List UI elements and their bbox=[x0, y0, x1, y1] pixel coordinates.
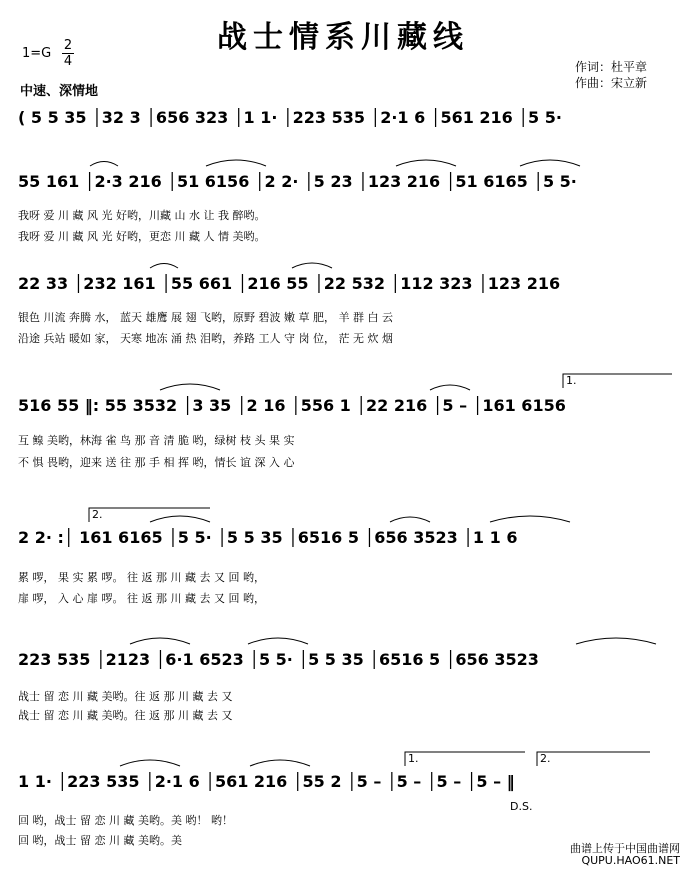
lyric-line-7a: 回 哟，战士 留 恋 川 藏 美哟。美 哟！ 哟！ bbox=[18, 814, 233, 827]
tie bbox=[120, 760, 180, 766]
lyric-line-4b: 不 惧 畏哟，迎来 送 往 那 手 相 挥 哟，情长 谊 深 入 心 bbox=[18, 456, 295, 469]
volta-1-bracket-end bbox=[405, 752, 525, 766]
page-title: 战士情系川藏线 bbox=[217, 20, 469, 55]
footer-line-1: 曲谱上传于中国曲谱网 bbox=[570, 842, 680, 855]
lyric-line-5a: 累 啰， 果 实 累 啰。 往 返 那 川 藏 去 又 回 哟， bbox=[18, 571, 265, 584]
tie bbox=[292, 263, 332, 268]
tie bbox=[250, 760, 310, 766]
footer-credit bbox=[570, 843, 680, 867]
tie bbox=[206, 160, 266, 166]
tempo-marking: 中速、深情地 bbox=[20, 84, 99, 99]
tie bbox=[396, 160, 456, 166]
lyric-line-6a: 战士 留 恋 川 藏 美哟。往 返 那 川 藏 去 又 bbox=[18, 690, 233, 703]
tie bbox=[576, 638, 656, 644]
volta-2-label-end: 2. bbox=[540, 752, 551, 765]
lyricist: 作词：杜平章 bbox=[575, 60, 648, 74]
time-top: 2 bbox=[63, 38, 73, 53]
score-line-5: 2 2· :│ 161 6165 │5 5· │5 5 35 │6516 5 │656 3523 │1 1 6 bbox=[18, 528, 518, 547]
tie bbox=[150, 516, 210, 522]
lyric-line-3b: 沿途 兵站 暖如 家， 天寒 地冻 涌 热 泪哟，养路 工人 守 岗 位， 茫 无 炊 烟 bbox=[18, 332, 393, 345]
score-line-2: 55 161 │2·3 216 │51 6156 │2 2· │5 23 │123 216 │51 6165 │5 5· bbox=[18, 172, 577, 191]
volta-2-bracket-end bbox=[537, 752, 650, 766]
volta-2-bracket bbox=[89, 508, 210, 522]
lyric-line-5b: 扉 啰， 入 心 扉 啰。 往 返 那 川 藏 去 又 回 哟， bbox=[18, 592, 265, 605]
tie bbox=[520, 160, 580, 166]
tie bbox=[248, 638, 308, 644]
volta-2-label: 2. bbox=[92, 508, 103, 521]
volta-1-label: 1. bbox=[566, 374, 577, 387]
dal-segno: D.S. bbox=[510, 800, 533, 813]
tie bbox=[430, 385, 470, 390]
lyric-line-7b: 回 哟，战士 留 恋 川 藏 美哟。美 bbox=[18, 834, 182, 847]
lyric-line-2a: 我呀 爱 川 藏 风 光 好哟，川藏 山 水 让 我 醉哟。 bbox=[18, 209, 266, 222]
score-line-4: 516 55 ‖: 55 3532 │3 35 │2 16 │556 1 │22 216 │5 – │161 6156 bbox=[18, 396, 566, 415]
tie bbox=[90, 162, 118, 167]
lyric-line-4a: 互 鳈 美哟，林海 雀 鸟 那 音 清 脆 哟，绿树 枝 头 果 实 bbox=[18, 434, 295, 447]
composer: 作曲：宋立新 bbox=[575, 76, 648, 90]
tie bbox=[390, 517, 430, 522]
volta-1-bracket bbox=[563, 374, 672, 388]
tie bbox=[130, 638, 190, 644]
score-line-7: 1 1· │223 535 │2·1 6 │561 216 │55 2 │5 – │5 – │5 – │5 – ‖ bbox=[18, 772, 515, 791]
lyric-line-2b: 我呀 爱 川 藏 风 光 好哟，更恋 川 藏 人 情 美哟。 bbox=[18, 230, 266, 243]
key-signature: 1=G bbox=[22, 46, 52, 61]
tie bbox=[150, 264, 178, 269]
score-line-3: 22 33 │232 161 │55 661 │216 55 │22 532 │112 323 │123 216 bbox=[18, 274, 561, 293]
score-line-6: 223 535 │2123 │6·1 6523 │5 5· │5 5 35 │6516 5 │656 3523 bbox=[18, 650, 539, 669]
footer-line-2: QUPU.HAO61.NET bbox=[581, 854, 680, 867]
volta-1-label-end: 1. bbox=[408, 752, 419, 765]
tie bbox=[160, 384, 220, 390]
lyric-line-6b: 战士 留 恋 川 藏 美哟。往 返 那 川 藏 去 又 bbox=[18, 709, 233, 722]
time-bottom: 4 bbox=[63, 54, 73, 69]
lyric-line-3a: 银色 川流 奔腾 水， 蓝天 雄鹰 展 翅 飞哟，原野 碧波 嫩 草 肥， 羊 群 白 云 bbox=[18, 311, 393, 324]
tie bbox=[490, 516, 570, 522]
score-line-1: ( 5 5 35 │32 3 │656 323 │1 1· │223 535 │2·1 6 │561 216 │5 5· bbox=[18, 108, 562, 127]
